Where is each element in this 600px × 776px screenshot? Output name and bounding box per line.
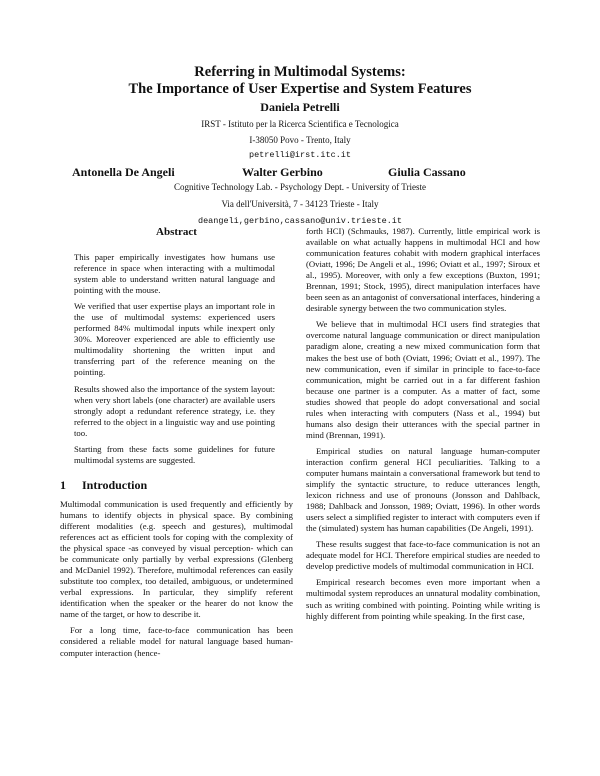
- co-author-name-2: Walter Gerbino: [242, 165, 323, 179]
- abstract-paragraph: This paper empirically investigates how humans use reference in space when interacting with a multimodal system able to understand written natural language and pointing with the mouse.: [74, 252, 275, 296]
- title-line-1: Referring in Multimodal Systems:: [194, 64, 406, 80]
- section-title: Introduction: [82, 477, 148, 492]
- body-paragraph: For a long time, face-to-face communication has been considered a reliable model for natural language based human-computer interaction (hence-: [60, 625, 293, 658]
- main-author-email: petrelli@irst.itc.it: [248, 150, 352, 160]
- co-authors-row: [0, 165, 600, 181]
- title-line-2: The Importance of User Expertise and System Features: [128, 81, 472, 97]
- main-author-address: I-38050 Povo - Trento, Italy: [249, 134, 351, 145]
- section-heading-introduction: [60, 477, 293, 492]
- main-author-affiliation: IRST - Istituto per la Ricerca Scientifica e Tecnologica: [201, 119, 399, 129]
- body-paragraph: We believe that in multimodal HCI users find strategies that overcome natural language communication or direct manipulation paradigm alone, creating a new mixed communication form that makes the best use of both (Oviatt, 1996; Oviatt et al., 1997). The new communication, even if similar in principle to face-to-face communication, might be carried out in a far different fashion because one partner is a computer. As a matter of fact, some studies showed that people do adopt conversational and social rules when interacting with computers (Nass et al., 1994) but humans also design their utterances with the special partner in mind (Brennan, 1991).: [306, 319, 540, 440]
- co-authors-email: deangeli,gerbino,cassano@univ.trieste.it: [197, 216, 403, 226]
- section-number: 1: [60, 477, 66, 492]
- co-authors-address: Via dell'Università, 7 - 34123 Trieste - Italy: [221, 199, 379, 209]
- right-column: [306, 226, 540, 627]
- co-authors-affiliation: Cognitive Technology Lab. - Psychology Dept. - University of Trieste: [174, 182, 426, 192]
- abstract-paragraph: Starting from these facts some guidelines for future multimodal systems are suggested.: [74, 443, 275, 465]
- body-paragraph: Empirical research becomes even more important when a multimodal system reproduces an unnatural modality combination, such as writing combined with pointing. Pointing while writing is highly different from pointing while speaking. In the first case,: [306, 577, 540, 621]
- body-paragraph: forth HCI) (Schmauks, 1987). Currently, little empirical work is available on what actually happens in multimodal HCI and how communication features cohabit with modern graphical interfaces (Oviatt, 1996; De Angeli et al., 1996; Oviatt et al., 1997; Siroux et al., 1995). Moreover, with only a few exceptions (Buxton, 1991; Brennan, 1991; Stock, 1995), direct manipulation interfaces have been seen as an antagonist of conversational interfaces, hindering a desirable synergy between the two communication styles.: [306, 226, 540, 314]
- abstract-paragraph: We verified that user expertise plays an important role in the use of multimodal systems: experienced users performed 84% multimodal inputs while inexpert only 30%. Moreover experienced are able to efficiently use multimodality shortening the written input and transferring part of the reference meaning on the pointing.: [74, 301, 275, 378]
- body-paragraph: Empirical studies on natural language human-computer interaction confirm general HCI peculiarities. Talking to a computer humans maintain a conversational framework but tend to simplify the syntactic structure, to reduce utterances length, lexicon richness and use of pronouns (Jonsson and Dahlback, 1988; Dahlback and Jonsson, 1989; Oviatt, 1996). In other words users select a simplified register to interact with computers even if the (simulated) system has human capabilities (De Angeli, 1991).: [306, 445, 540, 534]
- co-authors-affiliation-block: [0, 181, 600, 228]
- main-author-block: [0, 100, 600, 162]
- abstract-body: [60, 252, 293, 466]
- body-paragraph: Multimodal communication is used frequently and efficiently by humans to identify objects in physical space. By combining different modalities (e.g. speech and gestures), multimodal references act as efficient tools for coping with the complexity of the physical space -as conveyed by visual perception- which can be communicate only partially by verbal expressions (Glenberg and McDaniel 1992). Therefore, multimodal references can easily substitute too complex, too detailed, ambiguous, or undetermined verbal expressions. In particular, they simplify referent identification when the speaker or the hearer do not know the name of the target, or how to describe it.: [60, 498, 293, 620]
- paper-title: [0, 64, 600, 98]
- main-author-name: Daniela Petrelli: [260, 100, 340, 114]
- co-author-name-3: Giulia Cassano: [388, 165, 466, 179]
- abstract-paragraph: Results showed also the importance of the system layout: when very short labels (one character) are available users strongly adopt a redundant reference strategy, i.e. they referred to the object in a linguistic way and use pointing too.: [74, 383, 275, 438]
- abstract-heading: Abstract: [156, 226, 197, 238]
- co-author-name-1: Antonella De Angeli: [72, 165, 175, 179]
- body-paragraph: These results suggest that face-to-face communication is not an adequate model for HCI. Therefore empirical studies are needed to develop predictive models of multimodal communication in HCI.: [306, 539, 540, 572]
- left-column: [60, 252, 293, 664]
